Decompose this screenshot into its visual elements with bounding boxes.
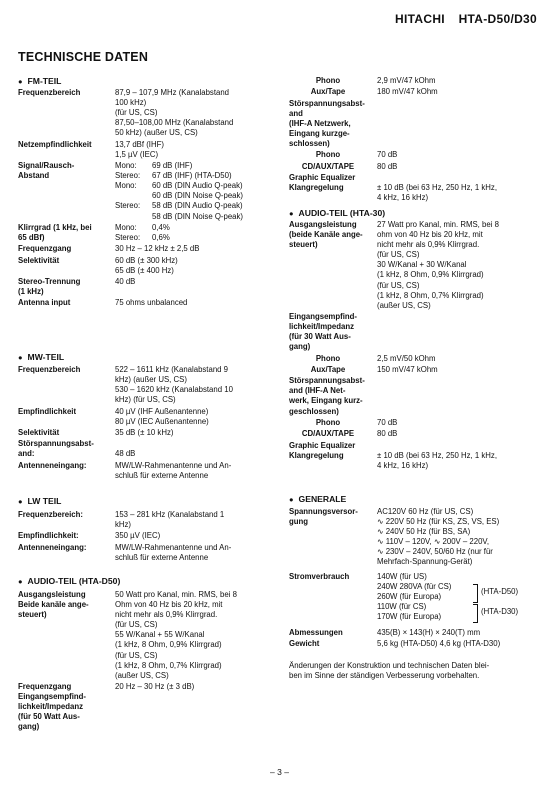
mw-label: Selektivität	[18, 428, 60, 437]
fm-reading: 60 dB (DIN Noise Q-peak)	[152, 191, 243, 201]
fm-value: 40 dB	[115, 277, 136, 286]
fm-label: Klirrgrad (1 kHz, bei 65 dBf)	[18, 222, 92, 242]
input-value: 80 dB	[377, 161, 398, 171]
lw-label: Frequenzbereich:	[18, 510, 83, 519]
audio-d30-label: Phono	[315, 353, 341, 363]
power-values	[377, 572, 551, 622]
bracket-d30	[473, 604, 478, 623]
brand-name: HITACHI	[395, 12, 445, 26]
audio-d30-value: 150 mV/47 kOhm	[377, 365, 438, 374]
fm-value: 13,7 dBf (IHF) 1,5 µV (IEC)	[115, 139, 164, 159]
input-label: Aux/Tape	[310, 87, 346, 97]
mw-section-title: ● MW-TEIL	[18, 352, 64, 362]
fm-reading: 58 dB (DIN Audio Q-peak)	[152, 201, 243, 211]
mw-value: MW/LW-Rahmenantenne und An- schluß für externe Antenne	[115, 460, 232, 480]
fm-value	[115, 223, 280, 243]
general-section-title: ● GENERALE	[289, 494, 346, 504]
input-label: Graphic Equalizer Klangregelung	[289, 172, 356, 192]
fm-label: Signal/Rausch- Abstand	[18, 161, 75, 181]
general-label: Spannungsversor- gung	[289, 507, 358, 527]
general-value: AC120V 60 Hz (für US, CS) ∿ 220V 50 Hz (für KS, ZS, VS, ES) ∿ 240V 50 Hz (für BS, SA) ∿ 110V – 120V, ∿ 200V – 220V, ∿ 230V – 240V, 50/60 Hz (nur für Mehrfach-Spannung-Gerät)	[377, 507, 500, 567]
input-value: 70 dB	[377, 150, 398, 160]
fm-reading: 60 dB (DIN Audio Q-peak)	[152, 181, 243, 191]
fm-label: Antenna input	[18, 298, 71, 308]
weight-value: 5,6 kg (HTA-D50) 4,6 kg (HTA-D30)	[377, 638, 501, 648]
power-line: 260W (für Europa)	[377, 592, 442, 602]
audio-d50-section-title: ● AUDIO-TEIL (HTA-D50)	[18, 576, 120, 586]
fm-reading: 69 dB (IHF)	[152, 161, 193, 171]
fm-label: Frequenzgang	[18, 244, 72, 254]
power-line: 240W 280VA (für CS)	[377, 582, 452, 592]
input-label: CD/AUX/TAPE	[301, 161, 355, 171]
fm-reading: 0,4%	[152, 222, 170, 232]
audio-d30-label: Graphic Equalizer Klangregelung	[289, 440, 356, 460]
audio-d30-label: Störspannungsabst- and (IHF-A Net- werk, Eingang kurz- geschlossen)	[289, 376, 365, 416]
lw-section-title: ● LW TEIL	[18, 496, 61, 506]
fm-section-title: ● FM-TEIL	[18, 76, 61, 86]
mw-label: Störspannungsabst- and:	[18, 439, 94, 459]
model-name: HTA-D50/D30	[458, 12, 537, 26]
fm-value: 60 dB (± 300 kHz) 65 dB (± 400 Hz)	[115, 255, 178, 275]
fm-mode	[115, 191, 152, 201]
page-title: TECHNISCHE DATEN	[18, 50, 149, 64]
audio-d30-label: Eingangsempfind- lichkeit/Impedanz (für 30 Watt Aus- gang)	[289, 312, 358, 352]
lw-value: 350 µV (IEC)	[115, 531, 161, 541]
fm-mode: Mono:	[115, 222, 137, 232]
mw-value: 522 – 1611 kHz (Kanalabstand 9 kHz) (außer US, CS) 530 – 1620 kHz (Kanalabstand 10 kHz) (für US, CS)	[115, 365, 233, 405]
power-label: Stromverbrauch	[289, 572, 350, 581]
bracket-d50	[473, 584, 478, 603]
fm-reading: 67 dB (IHF) (HTA-D50)	[152, 171, 232, 181]
fm-mode: Mono:	[115, 161, 137, 171]
page-header	[395, 12, 537, 26]
page-number: – 3 –	[270, 767, 289, 777]
audio-d30-value: 70 dB	[377, 417, 398, 427]
dimensions-value: 435(B) × 143(H) × 240(T) mm	[377, 628, 481, 637]
fm-value: 87,9 – 107,9 MHz (Kanalabstand 100 kHz) (für US, CS) 87,50–108,00 MHz (Kanalabstand 50 kHz) (außer US, CS)	[115, 88, 234, 138]
mw-value: 40 µV (IHF Außenantenne) 80 µV (IEC Außenantenne)	[115, 406, 209, 426]
audio-d50-label: Ausgangsleistung Beide kanäle ange- steuert)	[18, 590, 89, 620]
audio-d50-value: 20 Hz – 30 Hz (± 3 dB)	[115, 682, 195, 692]
lw-value: 153 – 281 kHz (Kanalabstand 1 kHz)	[115, 510, 225, 530]
audio-d30-value: 27 Watt pro Kanal, min. RMS, bei 8 ohm von 40 Hz bis 20 kHz, mit nicht mehr als 0,9% Klirrgrad. (für US, CS) 30 W/Kanal + 30 W/Kanal (1 kHz, 8 Ohm, 0,9% Klirrgrad) (für US, CS) (1 kHz, 8 Ohm, 0,7% Klirrgrad) (außer US, CS)	[377, 220, 499, 310]
fm-mode: Mono:	[115, 181, 137, 191]
audio-d30-label: Ausgangsleistung (beide Kanäle ange- steuert)	[289, 220, 363, 250]
fm-label: Frequenzbereich	[18, 88, 81, 97]
mw-value: 35 dB (± 10 kHz)	[115, 428, 174, 437]
lw-label: Empfindlichkeit:	[18, 531, 79, 541]
fm-reading: 58 dB (DIN Noise Q-peak)	[152, 211, 243, 221]
audio-d30-label: CD/AUX/TAPE	[301, 429, 355, 439]
audio-d50-value: 50 Watt pro Kanal, min. RMS, bei 8 Ohm von 40 Hz bis 20 kHz, mit nicht mehr als 0,9% Klirrgrad. (für US, CS) 55 W/Kanal + 55 W/Kanal (1 kHz, 8 Ohm, 0,9% Klirrgrad) (für US, CS) (1 kHz, 8 Ohm, 0,7% Klirrgrad) (außer US, CS)	[115, 590, 237, 680]
power-line: 140W (für US)	[377, 572, 427, 581]
fm-value: 75 ohms unbalanced	[115, 298, 188, 308]
fm-reading: 0,6%	[152, 232, 170, 242]
model-label-d50: (HTA-D50)	[481, 587, 519, 596]
input-label: Störspannungsabst- and (IHF-A Netzwerk, Eingang kurzge- schlossen)	[289, 98, 365, 148]
fm-mode	[115, 212, 152, 222]
input-value: ± 10 dB (bei 63 Hz, 250 Hz, 1 kHz, 4 kHz, 16 kHz)	[377, 182, 497, 203]
audio-d30-label: Phono	[315, 417, 341, 427]
audio-d30-value: ± 10 dB (bei 63 Hz, 250 Hz, 1 kHz, 4 kHz, 16 kHz)	[377, 450, 497, 470]
fm-value	[115, 161, 280, 222]
mw-value: 48 dB	[115, 449, 136, 459]
dimensions-label: Abmessungen	[289, 628, 343, 637]
audio-d30-value: 2,5 mV/50 kOhm	[377, 353, 436, 363]
fm-label: Selektivität	[18, 255, 60, 265]
weight-label: Gewicht	[289, 638, 320, 648]
power-line: 110W (für CS)	[377, 602, 427, 612]
audio-d30-value: 80 dB	[377, 429, 398, 439]
mw-label: Frequenzbereich	[18, 365, 81, 374]
input-label: Phono	[315, 150, 341, 160]
audio-d50-label: Frequenzgang Eingangsempfind- lichkeit/Impedanz (für 50 Watt Aus- gang)	[18, 682, 87, 732]
mw-label: Empfindlichkeit	[18, 406, 77, 416]
fm-mode: Stereo:	[115, 171, 141, 181]
input-label: Phono	[315, 76, 341, 85]
fm-mode: Stereo:	[115, 232, 141, 242]
audio-d30-section-title: ● AUDIO-TEIL (HTA-30)	[289, 208, 385, 218]
power-line: 170W (für Europa)	[377, 612, 442, 622]
lw-label: Antenneneingang:	[18, 542, 87, 552]
footnote: Änderungen der Konstruktion und technischen Daten blei- ben im Sinne der ständigen Verbesserung vorbehalten.	[289, 661, 490, 681]
mw-label: Antenneneingang:	[18, 460, 87, 470]
input-value: 2,9 mV/47 kOhm	[377, 76, 436, 85]
fm-mode: Stereo:	[115, 201, 141, 211]
model-label-d30: (HTA-D30)	[481, 607, 519, 616]
fm-value: 30 Hz – 12 kHz ± 2,5 dB	[115, 244, 200, 254]
lw-value: MW/LW-Rahmenantenne und An- schluß für externe Antenne	[115, 542, 232, 562]
fm-label: Netzempfindlichkeit	[18, 139, 92, 149]
fm-label: Stereo-Trennung (1 kHz)	[18, 277, 81, 297]
audio-d30-label: Aux/Tape	[310, 365, 346, 374]
input-value: 180 mV/47 kOhm	[377, 87, 438, 97]
